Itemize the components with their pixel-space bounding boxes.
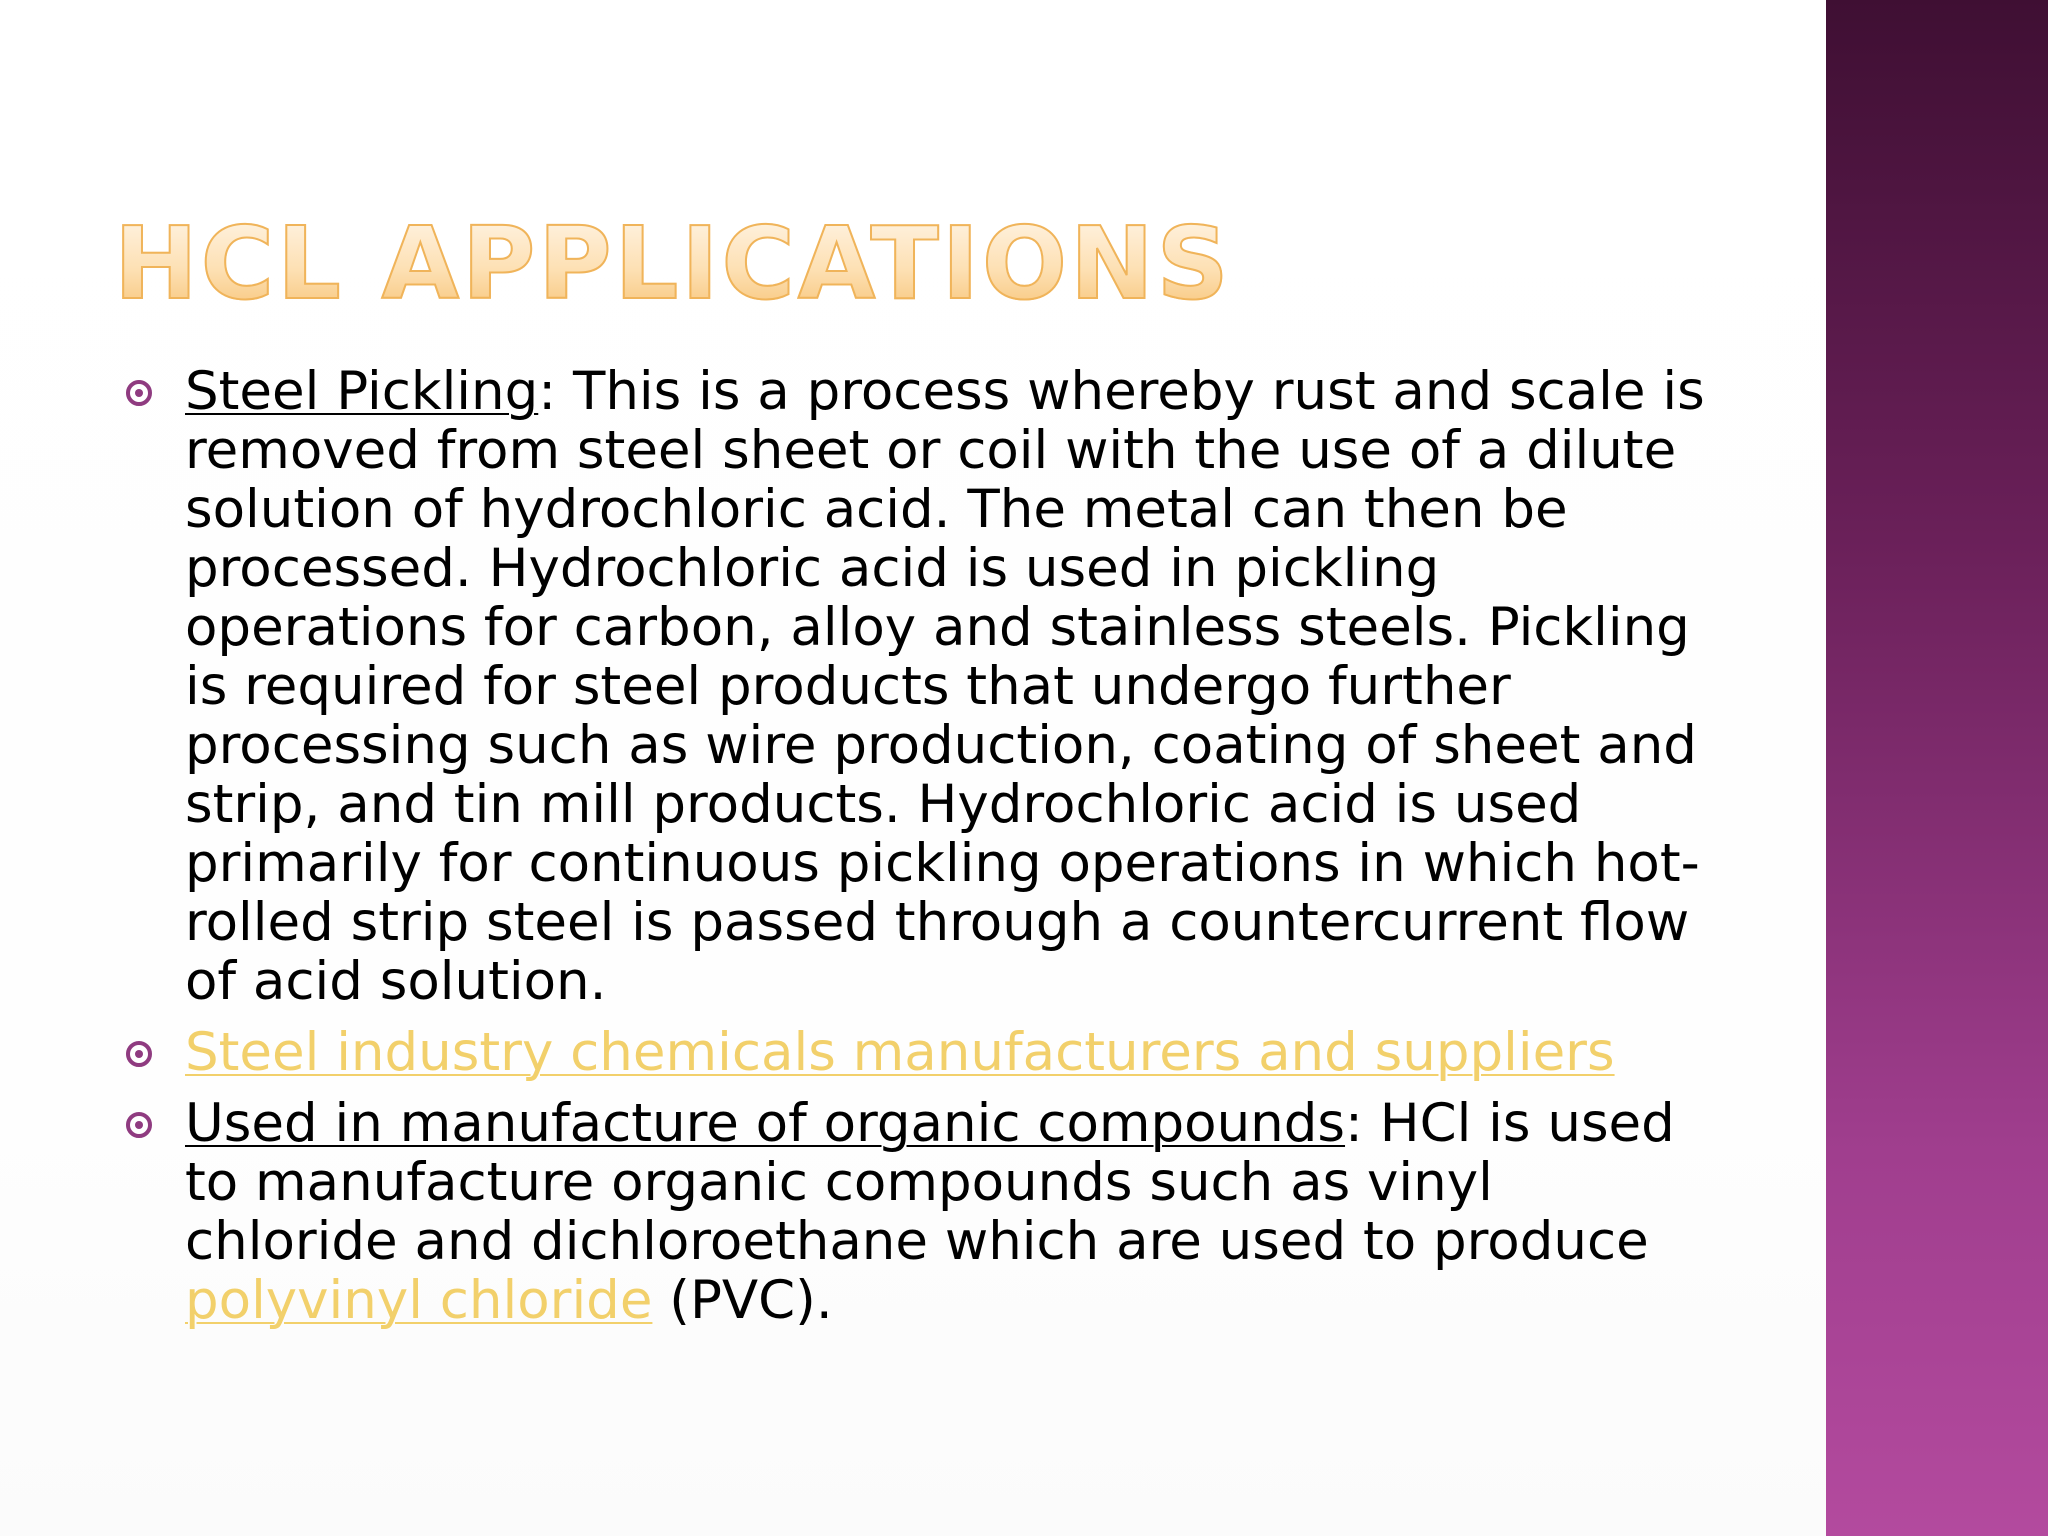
term-separator: : <box>538 361 557 422</box>
polyvinyl-chloride-link[interactable]: polyvinyl chloride <box>185 1270 653 1331</box>
bullet-item-steel-industry-link <box>126 1023 1712 1082</box>
decorative-side-band <box>1826 0 2048 1536</box>
steel-industry-chemicals-link[interactable]: Steel industry chemicals manufacturers and suppliers <box>185 1022 1615 1083</box>
bullet-item-organic-compounds <box>126 1094 1712 1330</box>
bullet-list <box>126 362 1712 1330</box>
circle-bullet-icon <box>126 380 152 406</box>
bullet-item-steel-pickling <box>126 362 1712 1011</box>
term-separator: : <box>1345 1093 1363 1154</box>
pvc-suffix: (PVC). <box>652 1270 833 1331</box>
term-steel-pickling: Steel Pickling <box>185 361 539 422</box>
steel-pickling-description: This is a process whereby rust and scale is removed from steel sheet or coil with the use of a dilute solution of hydrochloric acid. The metal can then be processed. Hydrochloric acid is used in pickling operations for carbon, alloy and stainless steels. Pickling is required for steel products that undergo further processing such as wire production, coating of sheet and strip, and tin mill products. Hydrochloric acid is used primarily for continuous pickling operations in which hot-rolled strip steel is passed through a countercurrent flow of acid solution. <box>185 361 1705 1012</box>
slide-title: HCL APPLICATIONS <box>114 205 1232 322</box>
circle-bullet-icon <box>126 1041 152 1067</box>
term-organic-compounds: Used in manufacture of organic compounds <box>185 1093 1346 1154</box>
organic-compounds-description: HCl is used to manufacture organic compounds such as vinyl chloride and dichloroethane which are used to produce <box>185 1093 1675 1272</box>
circle-bullet-icon <box>126 1112 152 1138</box>
